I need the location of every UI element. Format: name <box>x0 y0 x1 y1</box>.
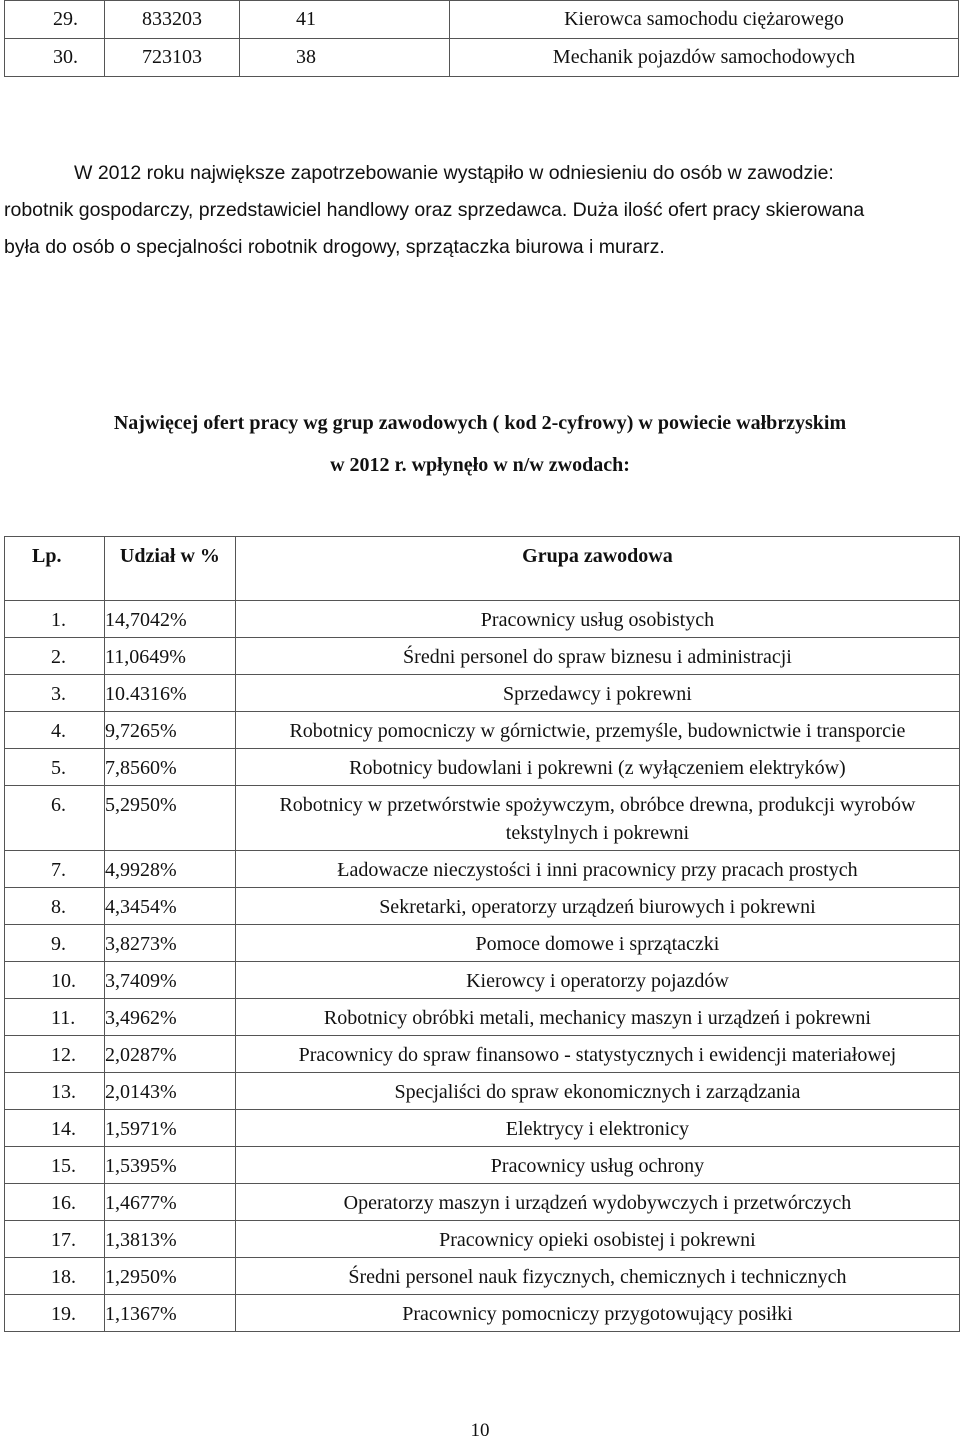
row-lp: 1. <box>5 601 105 638</box>
row-lp: 13. <box>5 1073 105 1110</box>
row-lp: 30. <box>5 39 105 77</box>
table-row <box>5 1258 960 1295</box>
row-share: 1,2950% <box>104 1258 235 1295</box>
row-share: 1,1367% <box>104 1295 235 1332</box>
table-row <box>5 1295 960 1332</box>
row-lp: 12. <box>5 1036 105 1073</box>
header-share: Udział w % <box>104 537 235 601</box>
row-share: 1,5395% <box>104 1147 235 1184</box>
occupation-groups-table <box>4 536 960 1332</box>
table-row <box>5 1221 960 1258</box>
table-row <box>5 39 959 77</box>
row-share: 2,0143% <box>104 1073 235 1110</box>
table-row <box>5 1 959 39</box>
row-lp: 29. <box>5 1 105 39</box>
row-share: 7,8560% <box>104 749 235 786</box>
row-share: 2,0287% <box>104 1036 235 1073</box>
table-row <box>5 1036 960 1073</box>
row-share: 3,8273% <box>104 925 235 962</box>
row-share: 1,3813% <box>104 1221 235 1258</box>
heading-line-1: Najwięcej ofert pracy wg grup zawodowych ( kod 2-cyfrowy) w powiecie wałbrzyskim <box>113 412 847 434</box>
row-count: 41 <box>240 1 450 39</box>
section-heading <box>0 402 960 486</box>
row-share: 3,7409% <box>104 962 235 999</box>
row-lp: 19. <box>5 1295 105 1332</box>
row-code: 723103 <box>105 39 240 77</box>
row-group: Średni personel nauk fizycznych, chemicznych i technicznych <box>235 1258 959 1295</box>
row-lp: 9. <box>5 925 105 962</box>
row-lp: 7. <box>5 851 105 888</box>
table-row <box>5 925 960 962</box>
row-share: 1,5971% <box>104 1110 235 1147</box>
row-count: 38 <box>240 39 450 77</box>
row-lp: 8. <box>5 888 105 925</box>
row-share: 9,7265% <box>104 712 235 749</box>
row-group: Pomoce domowe i sprzątaczki <box>235 925 959 962</box>
row-lp: 6. <box>5 786 105 851</box>
row-share: 10.4316% <box>104 675 235 712</box>
row-group: Operatorzy maszyn i urządzeń wydobywczych i przetwórczych <box>235 1184 959 1221</box>
row-group: Ładowacze nieczystości i inni pracownicy przy pracach prostych <box>235 851 959 888</box>
table-row <box>5 601 960 638</box>
row-group: Pracownicy opieki osobistej i pokrewni <box>235 1221 959 1258</box>
row-group: Pracownicy pomocniczy przygotowujący posiłki <box>235 1295 959 1332</box>
row-share: 11,0649% <box>104 638 235 675</box>
row-share: 1,4677% <box>104 1184 235 1221</box>
table-row <box>5 888 960 925</box>
row-share: 4,3454% <box>104 888 235 925</box>
table-row <box>5 962 960 999</box>
table-row <box>5 1110 960 1147</box>
row-lp: 16. <box>5 1184 105 1221</box>
row-lp: 17. <box>5 1221 105 1258</box>
row-lp: 5. <box>5 749 105 786</box>
row-lp: 3. <box>5 675 105 712</box>
row-group: Średni personel do spraw biznesu i administracji <box>235 638 959 675</box>
row-group: Robotnicy obróbki metali, mechanicy maszyn i urządzeń i pokrewni <box>235 999 959 1036</box>
row-share: 4,9928% <box>104 851 235 888</box>
table-row <box>5 999 960 1036</box>
row-code: 833203 <box>105 1 240 39</box>
paragraph-line: W 2012 roku największe zapotrzebowanie wystąpiło w odniesieniu do osób w zawodzie: <box>74 162 834 184</box>
row-share: 3,4962% <box>104 999 235 1036</box>
table-row <box>5 638 960 675</box>
continuation-table <box>4 0 959 77</box>
row-group: Robotnicy budowlani i pokrewni (z wyłączeniem elektryków) <box>235 749 959 786</box>
row-lp: 15. <box>5 1147 105 1184</box>
table-row <box>5 749 960 786</box>
header-lp: Lp. <box>5 537 105 601</box>
row-group: Robotnicy pomocniczy w górnictwie, przemyśle, budownictwie i transporcie <box>235 712 959 749</box>
row-group: Pracownicy usług ochrony <box>235 1147 959 1184</box>
heading-line-2: w 2012 r. wpłynęło w n/w zwodach: <box>330 454 630 476</box>
row-group: Sprzedawcy i pokrewni <box>235 675 959 712</box>
row-occupation: Kierowca samochodu ciężarowego <box>450 1 959 39</box>
row-occupation: Mechanik pojazdów samochodowych <box>450 39 959 77</box>
row-lp: 11. <box>5 999 105 1036</box>
paragraph-line: robotnik gospodarczy, przedstawiciel handlowy oraz sprzedawca. Duża ilość ofert pracy skierowana <box>4 199 865 221</box>
row-lp: 18. <box>5 1258 105 1295</box>
continuation-table-body <box>5 1 959 77</box>
paragraph-line: była do osób o specjalności robotnik drogowy, sprzątaczka biurowa i murarz. <box>4 236 665 258</box>
summary-paragraph <box>4 155 958 266</box>
header-group: Grupa zawodowa <box>235 537 959 601</box>
table-header-row <box>5 537 960 601</box>
row-group: Kierowcy i operatorzy pojazdów <box>235 962 959 999</box>
table-row <box>5 1147 960 1184</box>
row-lp: 2. <box>5 638 105 675</box>
row-group: Specjaliści do spraw ekonomicznych i zarządzania <box>235 1073 959 1110</box>
table-row <box>5 712 960 749</box>
row-lp: 10. <box>5 962 105 999</box>
row-lp: 14. <box>5 1110 105 1147</box>
row-group: Pracownicy usług osobistych <box>235 601 959 638</box>
row-group: Robotnicy w przetwórstwie spożywczym, obróbce drewna, produkcji wyrobów tekstylnych i pokrewni <box>235 786 959 851</box>
page-number: 10 <box>470 1420 490 1441</box>
table-row <box>5 851 960 888</box>
row-group: Sekretarki, operatorzy urządzeń biurowych i pokrewni <box>235 888 959 925</box>
table-row <box>5 1184 960 1221</box>
row-share: 5,2950% <box>104 786 235 851</box>
row-share: 14,7042% <box>104 601 235 638</box>
table-row <box>5 675 960 712</box>
row-group: Elektrycy i elektronicy <box>235 1110 959 1147</box>
row-lp: 4. <box>5 712 105 749</box>
row-group: Pracownicy do spraw finansowo - statystycznych i ewidencji materiałowej <box>235 1036 959 1073</box>
occupation-groups-table-body <box>5 601 960 1332</box>
table-row <box>5 1073 960 1110</box>
table-row <box>5 786 960 851</box>
